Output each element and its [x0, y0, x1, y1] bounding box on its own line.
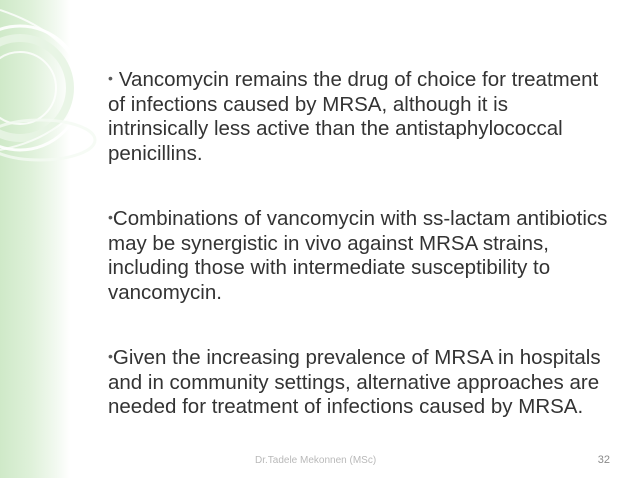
slide-content — [108, 66, 608, 420]
paragraph-2-text: Combinations of vancomycin with ss-lactam antibiotics may be synergistic in vivo against MRSA strains, including those with intermediate susceptibility to vancomycin. — [108, 207, 608, 304]
bullet-icon: • — [108, 209, 113, 225]
bullet-icon: • — [108, 70, 113, 86]
bullet-paragraph-1 — [108, 66, 608, 166]
bullet-paragraph-3 — [108, 344, 608, 420]
footer-author-text: Dr.Tadele Mekonnen (MSc) — [255, 455, 377, 466]
paragraph-1-text: Vancomycin remains the drug of choice for treatment of infections caused by MRSA, although it is intrinsically less active than the antistaphylococcal penicillins. — [108, 68, 599, 165]
page-number: 32 — [597, 454, 610, 466]
bullet-icon: • — [108, 348, 113, 364]
paragraph-3-text: Given the increasing prevalence of MRSA in hospitals and in community settings, alternative approaches are needed for treatment of infections caused by MRSA. — [108, 346, 601, 418]
bullet-paragraph-2 — [108, 205, 608, 305]
